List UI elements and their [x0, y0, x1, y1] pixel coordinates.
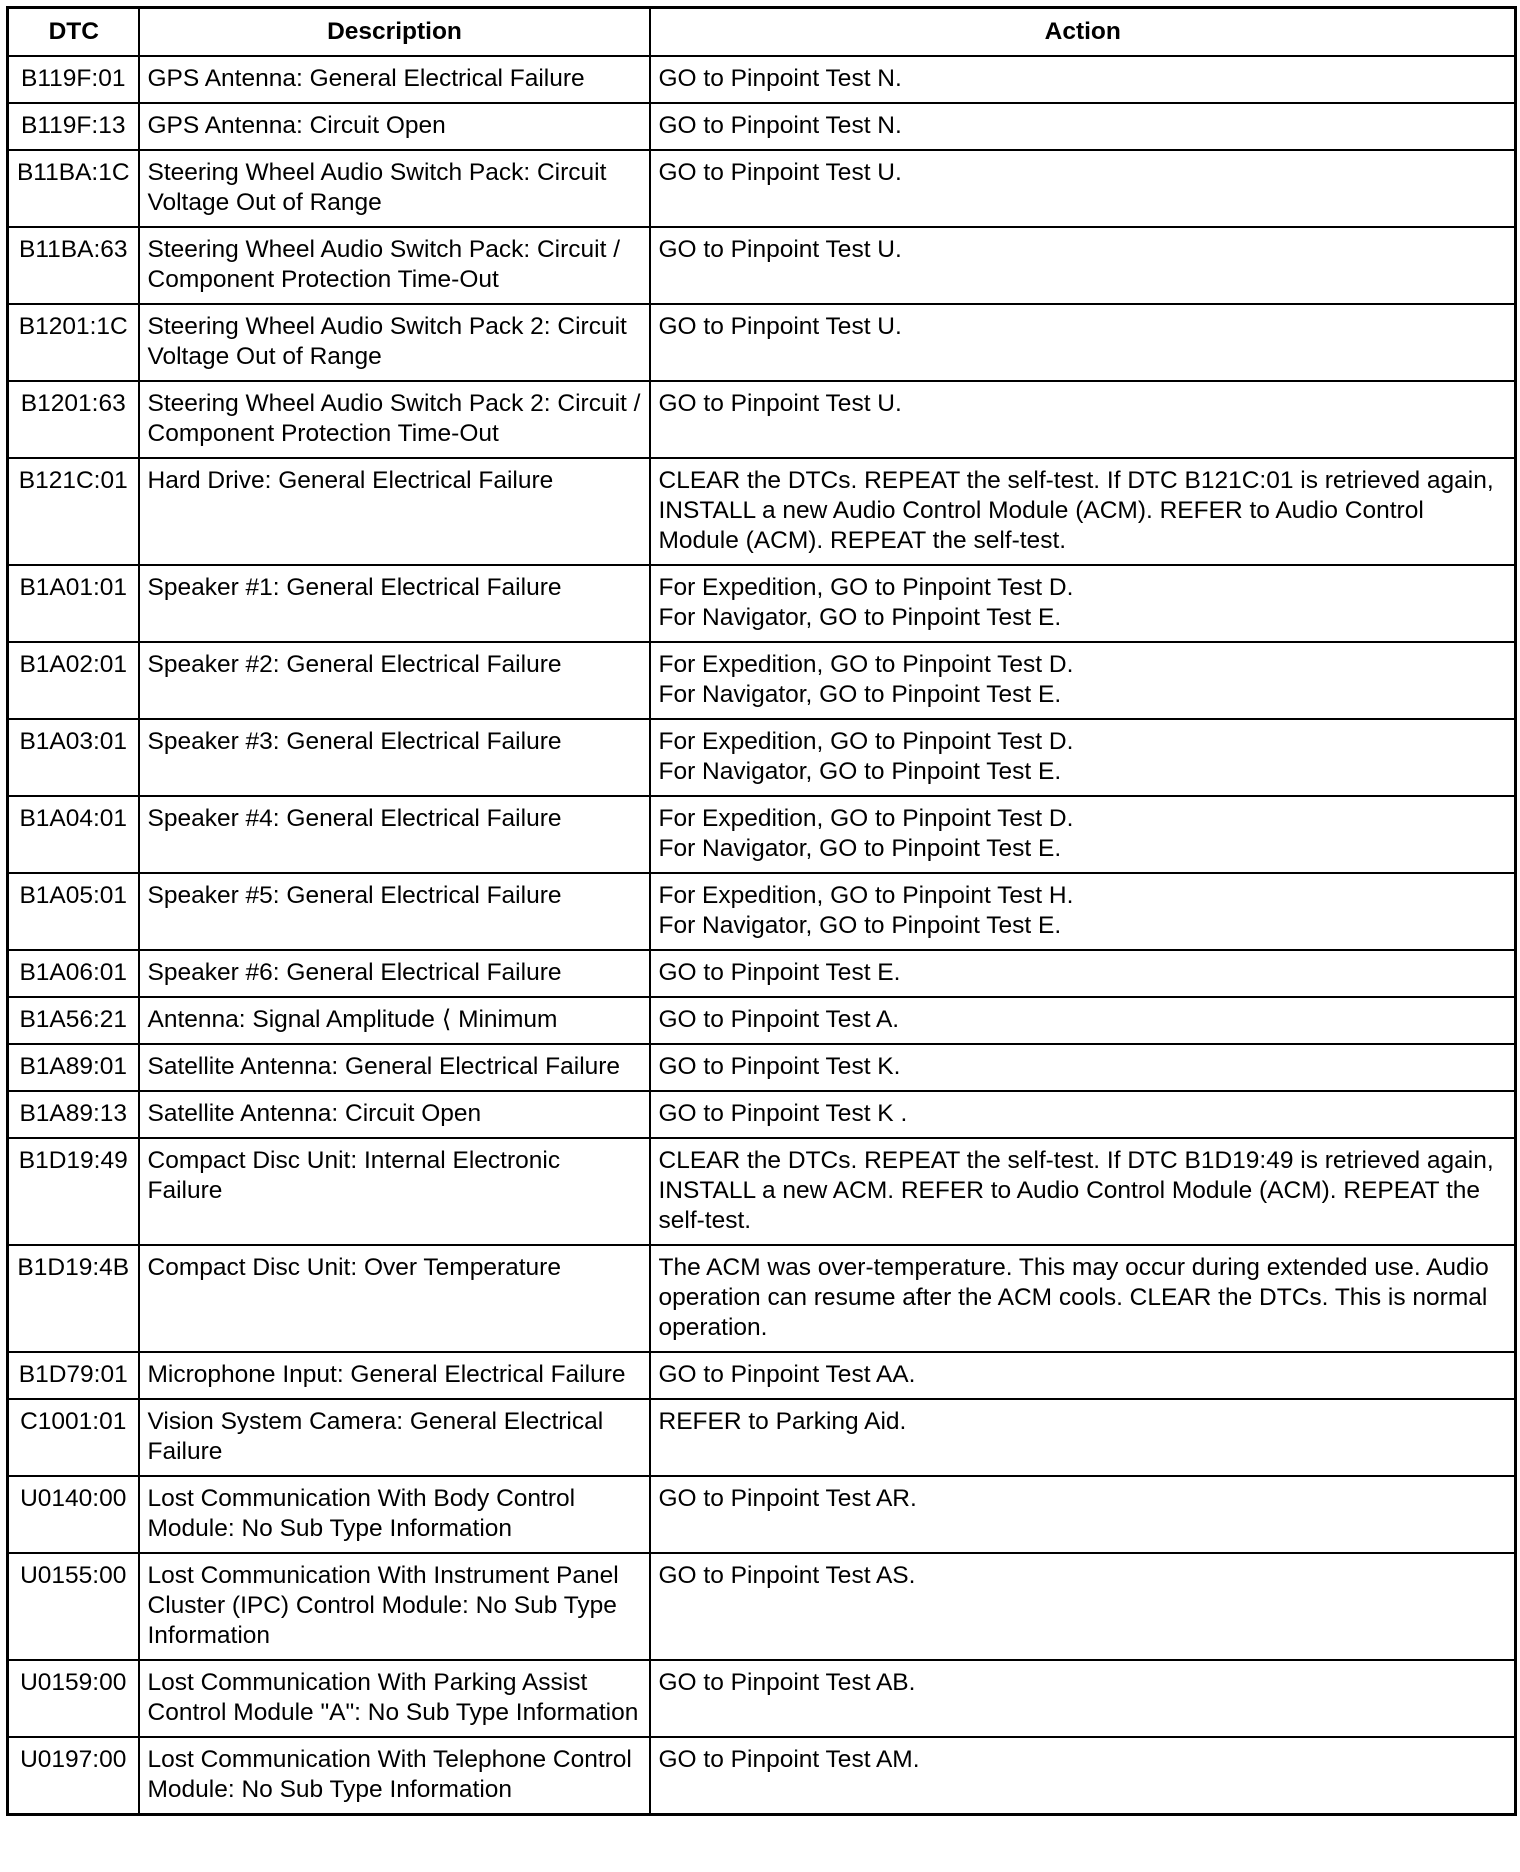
- dtc-description: Steering Wheel Audio Switch Pack 2: Circuit Voltage Out of Range: [139, 304, 650, 381]
- dtc-action: GO to Pinpoint Test AR.: [650, 1476, 1516, 1553]
- action-line: For Expedition, GO to Pinpoint Test H.: [658, 882, 1074, 909]
- dtc-code: C1001:01: [8, 1399, 139, 1476]
- dtc-code: B121C:01: [8, 458, 139, 565]
- header-row: [8, 8, 1516, 57]
- dtc-description: Speaker #5: General Electrical Failure: [139, 873, 650, 950]
- dtc-action: GO to Pinpoint Test E.: [650, 950, 1516, 997]
- table-row: [8, 642, 1516, 719]
- table-row: [8, 103, 1516, 150]
- dtc-code: B1A89:01: [8, 1044, 139, 1091]
- header-description: Description: [139, 8, 650, 57]
- dtc-description: Satellite Antenna: Circuit Open: [139, 1091, 650, 1138]
- table-row: [8, 1553, 1516, 1660]
- table-row: [8, 304, 1516, 381]
- action-line: For Expedition, GO to Pinpoint Test D.: [658, 574, 1074, 601]
- action-line: For Navigator, GO to Pinpoint Test E.: [658, 681, 1062, 708]
- dtc-code: B1A03:01: [8, 719, 139, 796]
- action-line: For Navigator, GO to Pinpoint Test E.: [658, 912, 1062, 939]
- dtc-description: Speaker #4: General Electrical Failure: [139, 796, 650, 873]
- table-row: [8, 1399, 1516, 1476]
- dtc-code: B1A02:01: [8, 642, 139, 719]
- table-row: [8, 565, 1516, 642]
- dtc-description: Lost Communication With Instrument Panel Cluster (IPC) Control Module: No Sub Type Information: [139, 1553, 650, 1660]
- table-row: [8, 150, 1516, 227]
- dtc-action: CLEAR the DTCs. REPEAT the self-test. If DTC B1D19:49 is retrieved again, INSTALL a new ACM. REFER to Audio Control Module (ACM). REPEAT the self-test.: [650, 1138, 1516, 1245]
- dtc-action: REFER to Parking Aid.: [650, 1399, 1516, 1476]
- table-row: [8, 1737, 1516, 1815]
- dtc-code: B1D79:01: [8, 1352, 139, 1399]
- table-row: [8, 997, 1516, 1044]
- dtc-action: GO to Pinpoint Test AA.: [650, 1352, 1516, 1399]
- dtc-description: Lost Communication With Body Control Module: No Sub Type Information: [139, 1476, 650, 1553]
- dtc-description: Speaker #1: General Electrical Failure: [139, 565, 650, 642]
- action-line: For Navigator, GO to Pinpoint Test E.: [658, 835, 1062, 862]
- dtc-action: [650, 719, 1516, 796]
- table-row: [8, 796, 1516, 873]
- dtc-description: Steering Wheel Audio Switch Pack: Circuit Voltage Out of Range: [139, 150, 650, 227]
- dtc-code: U0140:00: [8, 1476, 139, 1553]
- dtc-action: GO to Pinpoint Test AM.: [650, 1737, 1516, 1815]
- dtc-code: U0155:00: [8, 1553, 139, 1660]
- dtc-code: B119F:01: [8, 56, 139, 103]
- dtc-description: Hard Drive: General Electrical Failure: [139, 458, 650, 565]
- table-row: [8, 1138, 1516, 1245]
- table-header: [8, 8, 1516, 57]
- table-row: [8, 1044, 1516, 1091]
- table-row: [8, 1091, 1516, 1138]
- table-row: [8, 227, 1516, 304]
- dtc-description: Satellite Antenna: General Electrical Failure: [139, 1044, 650, 1091]
- header-action: Action: [650, 8, 1516, 57]
- dtc-action: GO to Pinpoint Test AS.: [650, 1553, 1516, 1660]
- dtc-description: GPS Antenna: General Electrical Failure: [139, 56, 650, 103]
- dtc-code: B11BA:63: [8, 227, 139, 304]
- dtc-description: Vision System Camera: General Electrical Failure: [139, 1399, 650, 1476]
- table-row: [8, 873, 1516, 950]
- dtc-action: [650, 796, 1516, 873]
- dtc-code: B1D19:4B: [8, 1245, 139, 1352]
- table-row: [8, 1352, 1516, 1399]
- dtc-description: GPS Antenna: Circuit Open: [139, 103, 650, 150]
- dtc-description: Steering Wheel Audio Switch Pack 2: Circuit / Component Protection Time-Out: [139, 381, 650, 458]
- dtc-code: B1A05:01: [8, 873, 139, 950]
- dtc-description: Antenna: Signal Amplitude ⟨ Minimum: [139, 997, 650, 1044]
- dtc-action: [650, 642, 1516, 719]
- dtc-action: [650, 565, 1516, 642]
- dtc-code: B1201:1C: [8, 304, 139, 381]
- dtc-description: Compact Disc Unit: Over Temperature: [139, 1245, 650, 1352]
- table-row: [8, 950, 1516, 997]
- dtc-action: GO to Pinpoint Test U.: [650, 227, 1516, 304]
- dtc-action: GO to Pinpoint Test A.: [650, 997, 1516, 1044]
- dtc-code: B1A56:21: [8, 997, 139, 1044]
- dtc-code: B1A01:01: [8, 565, 139, 642]
- dtc-action: GO to Pinpoint Test U.: [650, 304, 1516, 381]
- dtc-code: U0159:00: [8, 1660, 139, 1737]
- dtc-description: Lost Communication With Telephone Control Module: No Sub Type Information: [139, 1737, 650, 1815]
- dtc-description: Compact Disc Unit: Internal Electronic Failure: [139, 1138, 650, 1245]
- dtc-code: B1A06:01: [8, 950, 139, 997]
- dtc-description: Lost Communication With Parking Assist Control Module "A": No Sub Type Information: [139, 1660, 650, 1737]
- dtc-description: Steering Wheel Audio Switch Pack: Circuit / Component Protection Time-Out: [139, 227, 650, 304]
- table-row: [8, 381, 1516, 458]
- header-dtc: DTC: [8, 8, 139, 57]
- dtc-code: B1A04:01: [8, 796, 139, 873]
- table-body: [8, 56, 1516, 1815]
- dtc-description: Speaker #6: General Electrical Failure: [139, 950, 650, 997]
- dtc-action: The ACM was over-temperature. This may occur during extended use. Audio operation can resume after the ACM cools. CLEAR the DTCs. This is normal operation.: [650, 1245, 1516, 1352]
- table-row: [8, 1245, 1516, 1352]
- dtc-action: GO to Pinpoint Test U.: [650, 150, 1516, 227]
- dtc-action: [650, 873, 1516, 950]
- dtc-code: B11BA:1C: [8, 150, 139, 227]
- dtc-code: B1A89:13: [8, 1091, 139, 1138]
- dtc-action: GO to Pinpoint Test K.: [650, 1044, 1516, 1091]
- action-line: For Navigator, GO to Pinpoint Test E.: [658, 758, 1062, 785]
- dtc-code: B1D19:49: [8, 1138, 139, 1245]
- dtc-action: GO to Pinpoint Test AB.: [650, 1660, 1516, 1737]
- table-row: [8, 1476, 1516, 1553]
- action-line: For Expedition, GO to Pinpoint Test D.: [658, 651, 1074, 678]
- table-row: [8, 56, 1516, 103]
- action-line: For Expedition, GO to Pinpoint Test D.: [658, 728, 1074, 755]
- dtc-code: B1201:63: [8, 381, 139, 458]
- dtc-action: CLEAR the DTCs. REPEAT the self-test. If DTC B121C:01 is retrieved again, INSTALL a new Audio Control Module (ACM). REFER to Audio Control Module (ACM). REPEAT the self-test.: [650, 458, 1516, 565]
- dtc-action: GO to Pinpoint Test N.: [650, 56, 1516, 103]
- dtc-action: GO to Pinpoint Test N.: [650, 103, 1516, 150]
- dtc-action: GO to Pinpoint Test U.: [650, 381, 1516, 458]
- dtc-code: U0197:00: [8, 1737, 139, 1815]
- dtc-description: Speaker #3: General Electrical Failure: [139, 719, 650, 796]
- dtc-action: GO to Pinpoint Test K .: [650, 1091, 1516, 1138]
- dtc-code: B119F:13: [8, 103, 139, 150]
- action-line: For Navigator, GO to Pinpoint Test E.: [658, 604, 1062, 631]
- dtc-table: [6, 6, 1517, 1816]
- dtc-description: Speaker #2: General Electrical Failure: [139, 642, 650, 719]
- table-row: [8, 458, 1516, 565]
- dtc-description: Microphone Input: General Electrical Failure: [139, 1352, 650, 1399]
- action-line: For Expedition, GO to Pinpoint Test D.: [658, 805, 1074, 832]
- table-row: [8, 1660, 1516, 1737]
- table-row: [8, 719, 1516, 796]
